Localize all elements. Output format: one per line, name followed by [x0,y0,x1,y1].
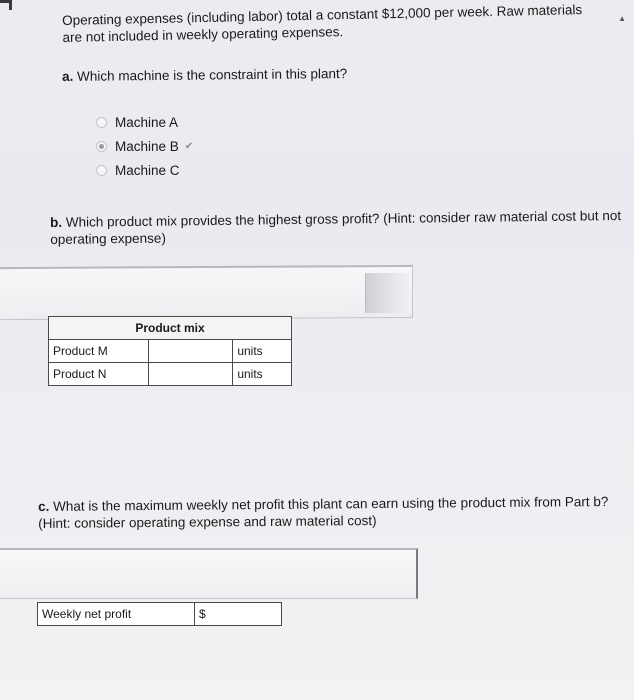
answer-area-c [0,548,418,599]
table-row [49,340,292,363]
weekly-net-profit-input-cell[interactable] [195,603,282,626]
radio-machine-c[interactable] [96,165,107,176]
option-label: Machine C [115,162,180,178]
product-n-unit: units [233,363,292,386]
question-c-letter: c. [38,498,50,514]
answer-area-b-edge [365,273,410,313]
option-machine-a[interactable] [96,110,193,134]
question-c-text: What is the maximum weekly net profit this plant can earn using the product mix from Part b? (Hint: consider operating expense and raw material cost) [38,494,609,531]
product-mix-header: Product mix [49,317,292,340]
net-profit-table [37,602,282,626]
product-m-input[interactable] [153,343,232,359]
currency-symbol: $ [199,607,206,621]
question-a-letter: a. [62,68,74,84]
product-m-input-cell[interactable] [149,340,233,363]
scroll-up-icon[interactable]: ▲ [618,14,626,23]
question-b [50,207,630,248]
weekly-net-profit-input[interactable] [209,606,273,622]
checkmark-icon: ✔ [184,140,194,152]
page-corner-mark [0,0,12,10]
radio-machine-a[interactable] [96,117,107,128]
option-machine-c[interactable] [96,158,193,182]
option-machine-b[interactable] [96,134,193,158]
product-m-label: Product M [49,340,149,363]
table-row [38,603,282,626]
option-label: Machine A [115,114,179,130]
intro-text: Operating expenses (including labor) total a constant $12,000 per week. Raw materials are not included in weekly operating expenses. [62,2,583,45]
radio-machine-b[interactable] [96,141,107,152]
question-c [38,493,634,532]
question-b-text: Which product mix provides the highest gross profit? (Hint: consider raw material cost but not operating expense) [50,208,622,247]
question-b-letter: b. [50,214,63,230]
product-n-input[interactable] [153,366,232,382]
question-a-text: Which machine is the constraint in this plant? [77,66,348,84]
product-n-input-cell[interactable] [149,363,233,386]
product-mix-table [48,316,292,386]
question-a [62,65,347,85]
option-label: Machine B [115,138,179,154]
machine-options [96,110,193,182]
weekly-net-profit-label: Weekly net profit [38,603,195,626]
product-m-unit: units [233,340,292,363]
table-row [49,363,292,386]
answer-area-b [0,265,413,320]
product-n-label: Product N [49,363,149,386]
